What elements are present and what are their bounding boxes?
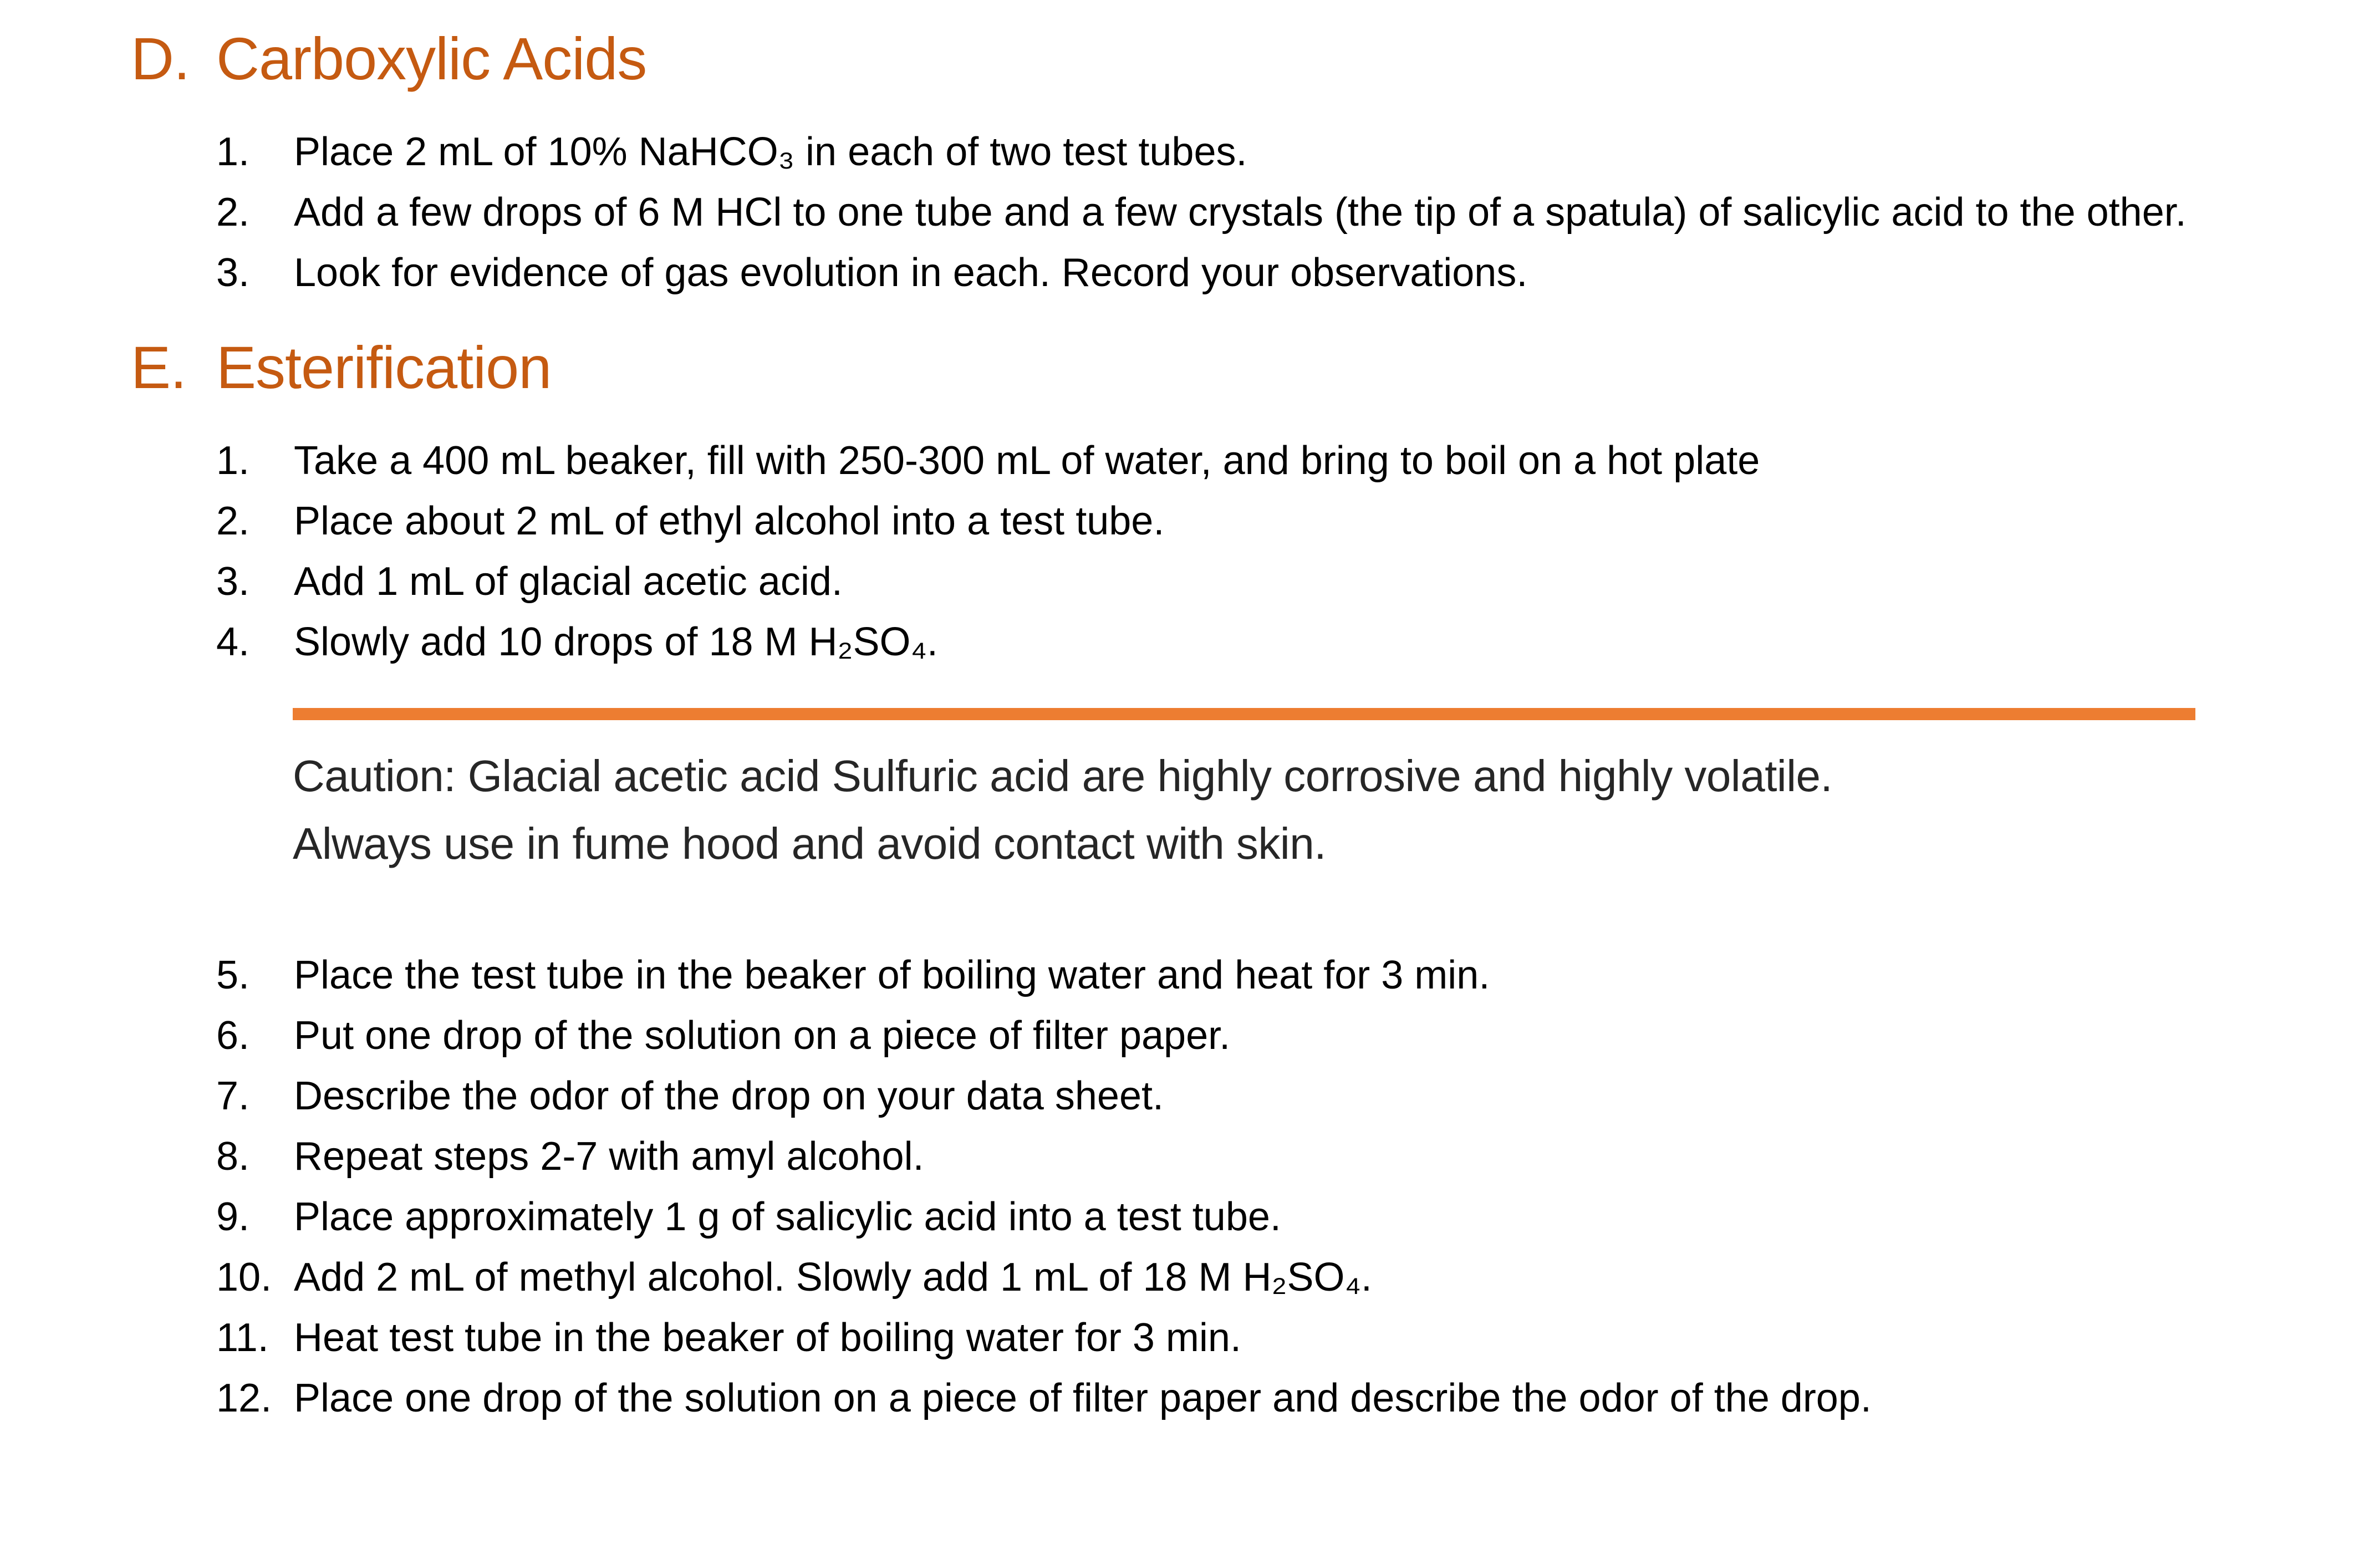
list-item-number: 5. [216,953,250,997]
esterification-steps-list-1-4 [216,431,2380,672]
carboxylic-acids-steps-list [216,122,2380,303]
list-item [216,243,2380,303]
list-item-text: Slowly add 10 drops of 18 M H₂SO₄. [294,620,938,664]
esterification-steps-list-5-12 [216,945,2380,1429]
list-item-text: Place the test tube in the beaker of boiling water and heat for 3 min. [294,953,1490,997]
list-item-number: 11. [216,1316,269,1360]
list-item-text: Heat test tube in the beaker of boiling water for 3 min. [294,1316,1241,1360]
list-item-text: Place approximately 1 g of salicylic acid into a test tube. [294,1195,1281,1239]
list-item-number: 9. [216,1195,250,1239]
list-item [216,1247,2380,1308]
list-item-number: 10. [216,1255,272,1300]
list-item-text: Place one drop of the solution on a piece of filter paper and describe the odor of the drop. [294,1376,1872,1420]
section-heading-esterification [131,329,2380,406]
list-item-text: Repeat steps 2-7 with amyl alcohol. [294,1134,924,1179]
list-item-number: 12. [216,1376,272,1420]
list-item-number: 2. [216,499,250,543]
list-item [216,1127,2380,1187]
list-item-number: 1. [216,130,250,174]
list-item-number: 4. [216,620,250,664]
list-item [216,431,2380,491]
list-item-text: Add 2 mL of methyl alcohol. Slowly add 1 mL of 18 M H₂SO₄. [294,1255,1372,1300]
section-title: Esterification [216,334,552,401]
list-item-number: 3. [216,559,250,604]
list-item [216,182,2380,243]
list-item [216,1308,2380,1368]
list-item-text: Put one drop of the solution on a piece of filter paper. [294,1013,1231,1058]
caution-text-line: Always use in fume hood and avoid contact with skin. [293,819,1326,868]
list-item-number: 2. [216,190,250,235]
list-item [216,1368,2380,1429]
list-item-text: Add a few drops of 6 M HCl to one tube and a few crystals (the tip of a spatula) of salicylic acid to the other. [294,190,2187,235]
list-item-number: 6. [216,1013,250,1058]
caution-divider-rule [293,708,2195,720]
list-item [216,122,2380,182]
list-item-number: 1. [216,439,250,483]
list-item-number: 3. [216,251,250,295]
list-item-text: Describe the odor of the drop on your data sheet. [294,1074,1164,1118]
list-item-number: 7. [216,1074,250,1118]
list-item [216,612,2380,672]
section-title: Carboxylic Acids [216,25,647,92]
list-item [216,945,2380,1006]
list-item-text: Place 2 mL of 10% NaHCO₃ in each of two test tubes. [294,130,1247,174]
caution-block [293,708,2380,878]
list-item-number: 8. [216,1134,250,1179]
list-item [216,552,2380,612]
section-letter: E. [131,334,187,401]
list-item [216,1006,2380,1066]
list-item-text: Add 1 mL of glacial acetic acid. [294,559,843,604]
list-item-text: Take a 400 mL beaker, fill with 250-300 mL of water, and bring to boil on a hot plate [294,439,1760,483]
list-item [216,1066,2380,1127]
section-letter: D. [131,25,190,92]
list-item-text: Place about 2 mL of ethyl alcohol into a test tube. [294,499,1165,543]
list-item-text: Look for evidence of gas evolution in each. Record your observations. [294,251,1528,295]
list-item [216,1187,2380,1247]
caution-text-line: Caution: Glacial acetic acid Sulfuric acid are highly corrosive and highly volatile. [293,751,1833,801]
section-heading-carboxylic-acids [131,20,2380,98]
list-item [216,491,2380,552]
